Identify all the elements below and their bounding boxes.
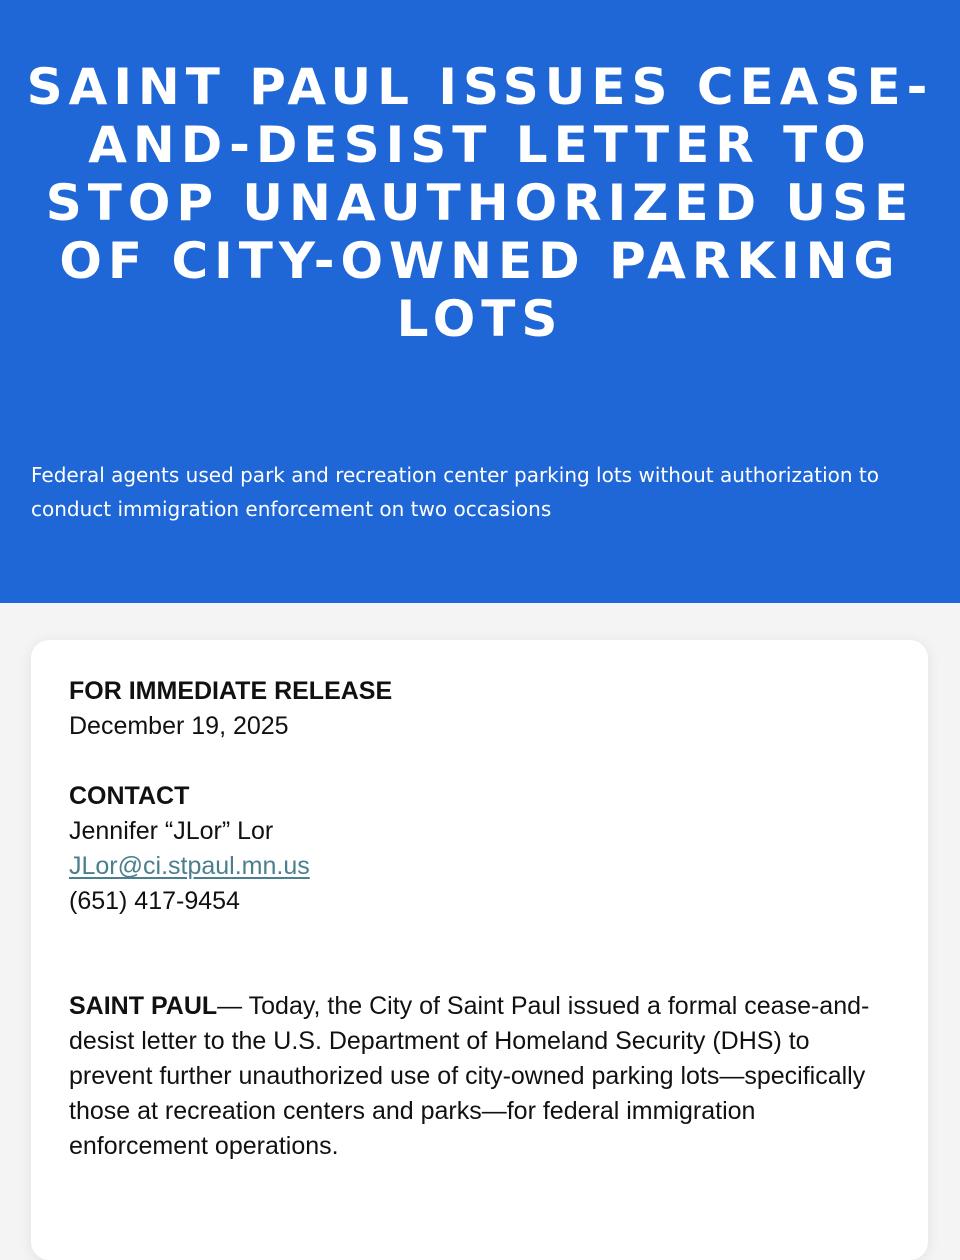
release-date: December 19, 2025: [69, 712, 289, 740]
contact-email-link[interactable]: JLor@ci.stpaul.mn.us: [69, 852, 310, 880]
page-subtitle: Federal agents used park and recreation center parking lots without authorization to conduct immigration enforcement on two occasions: [31, 463, 879, 521]
body-text: — Today, the City of Saint Paul issued a formal cease-and-desist letter to the U.S. Department of Homeland Security (DHS) to prevent further unauthorized use of city-owned parking lots—specifically those at recreation centers and parks—for federal immigration enforcement operations.: [69, 992, 870, 1160]
section-spacer: [69, 744, 889, 779]
press-release-card: [31, 640, 928, 1260]
press-release-content: [69, 674, 889, 1164]
page-title: SAINT PAUL ISSUES CEASE-AND-DESIST LETTER TO STOP UNAUTHORIZED USE OF CITY-OWNED PARKING LOTS: [26, 58, 934, 348]
contact-email-row: [69, 849, 889, 884]
release-label: [69, 674, 889, 709]
hero-banner: [0, 0, 960, 603]
contact-heading: CONTACT: [69, 782, 190, 810]
contact-name: Jennifer “JLor” Lor: [69, 817, 274, 845]
dateline: SAINT PAUL: [69, 992, 218, 1020]
contact-phone: (651) 417-9454: [69, 887, 240, 915]
release-heading: FOR IMMEDIATE RELEASE: [69, 677, 393, 705]
body-paragraph: [69, 989, 889, 1164]
contact-label: [69, 779, 889, 814]
section-spacer-large: [69, 919, 889, 989]
